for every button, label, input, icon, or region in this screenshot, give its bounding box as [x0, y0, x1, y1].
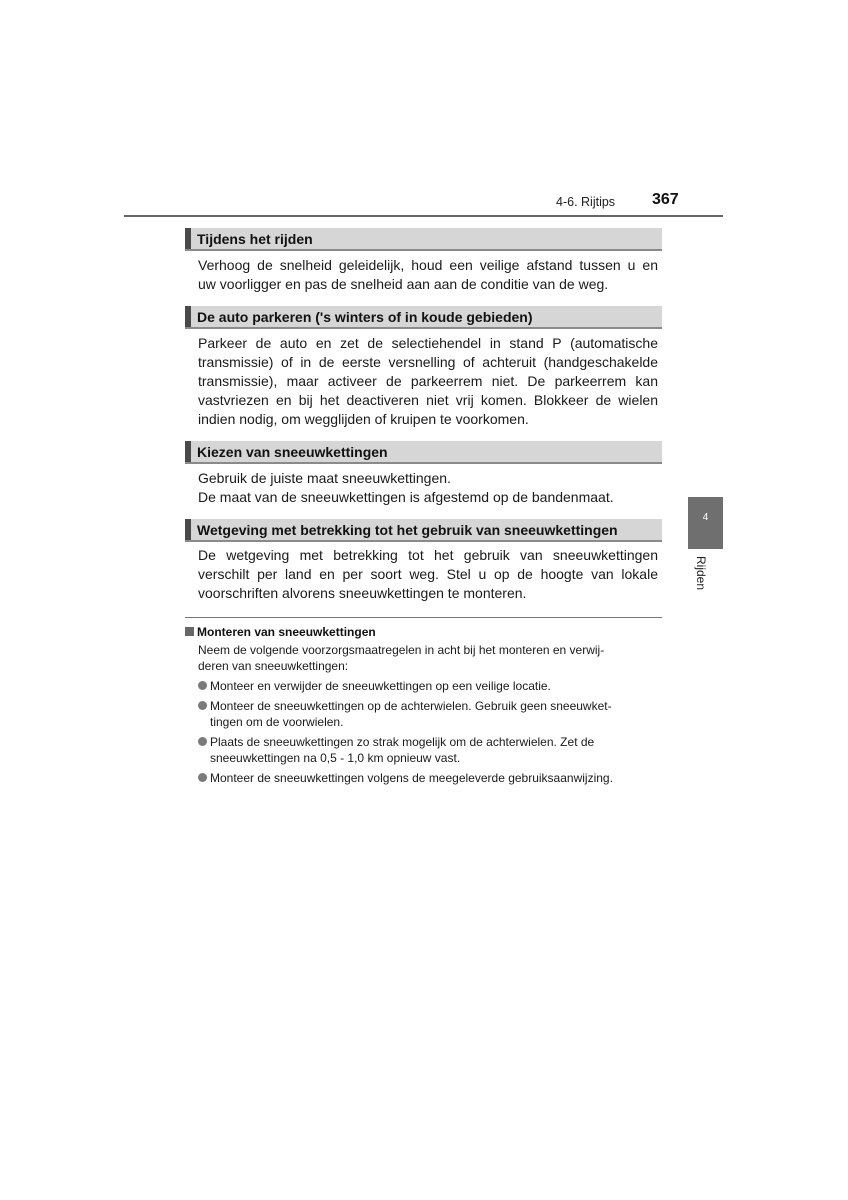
- body-line: De maat van de sneeuwkettingen is afgestemd op de bandenmaat.: [198, 489, 614, 505]
- note-bullet-list: [198, 678, 664, 790]
- circle-bullet-icon: [198, 737, 207, 746]
- list-item: [198, 770, 664, 786]
- section-body-wetgeving: [198, 546, 658, 603]
- heading-marker: [185, 441, 191, 462]
- section-breadcrumb: 4-6. Rijtips: [556, 195, 616, 209]
- body-line: voorschriften alvorens sneeuwkettingen te monteren.: [198, 585, 527, 601]
- circle-bullet-icon: [198, 773, 207, 782]
- heading-marker: [185, 306, 191, 327]
- note-heading: [185, 625, 376, 639]
- section-heading-text: Tijdens het rijden: [197, 231, 313, 247]
- chapter-label: Rijden: [694, 556, 708, 591]
- list-item-line: Plaats de sneeuwkettingen zo strak mogelijk om de achterwielen. Zet de: [210, 735, 595, 749]
- chapter-tab: [688, 497, 723, 549]
- note-divider: [185, 617, 662, 618]
- section-heading-text: De auto parkeren ('s winters of in koude gebieden): [197, 309, 533, 325]
- circle-bullet-icon: [198, 681, 207, 690]
- circle-bullet-icon: [198, 701, 207, 710]
- body-line: uw voorligger en pas de snelheid aan aan de conditie van de weg.: [198, 276, 609, 292]
- section-heading-text: Wetgeving met betrekking tot het gebruik van sneeuwkettingen: [197, 522, 618, 538]
- section-heading-text: Kiezen van sneeuwkettingen: [197, 444, 388, 460]
- list-item: [198, 678, 664, 694]
- body-line: transmissie) of in de eerste versnelling of achteruit (handgeschakelde: [198, 354, 658, 370]
- body-line: Verhoog de snelheid geleidelijk, houd een veilige afstand tussen u en: [198, 257, 658, 273]
- list-item-line: sneeuwkettingen na 0,5 - 1,0 km opnieuw vast.: [210, 751, 461, 765]
- body-line: De wetgeving met betrekking tot het gebruik van sneeuwkettingen: [198, 547, 658, 563]
- section-body-kiezen-van-sneeuwkettingen: [198, 469, 658, 507]
- body-line: Gebruik de juiste maat sneeuwkettingen.: [198, 470, 451, 486]
- page-number: 367: [652, 191, 679, 208]
- list-item: [198, 734, 664, 766]
- section-heading-tijdens-het-rijden: [185, 228, 662, 251]
- list-item-line: Monteer en verwijder de sneeuwkettingen op een veilige locatie.: [210, 679, 551, 693]
- heading-marker: [185, 519, 191, 540]
- list-item-line: Monteer de sneeuwkettingen volgens de meegeleverde gebruiksaanwijzing.: [210, 771, 613, 785]
- section-heading-wetgeving: [185, 519, 662, 542]
- body-line: verschilt per land en per soort weg. Stel u op de hoogte van lokale: [198, 566, 658, 582]
- list-item-line: Monteer de sneeuwkettingen op de achterwielen. Gebruik geen sneeuwket-: [210, 699, 612, 713]
- section-heading-kiezen-van-sneeuwkettingen: [185, 441, 662, 464]
- body-line: Parkeer de auto en zet de selectiehendel in stand P (automatische: [198, 335, 658, 351]
- list-item-line: tingen om de voorwielen.: [210, 715, 344, 729]
- square-bullet-icon: [185, 627, 194, 636]
- note-intro: [198, 642, 660, 674]
- body-line: indien nodig, om wegglijden of kruipen te voorkomen.: [198, 411, 529, 427]
- note-intro-line: Neem de volgende voorzorgsmaatregelen in acht bij het monteren en verwij-: [198, 643, 605, 657]
- section-body-de-auto-parkeren: [198, 334, 658, 429]
- heading-marker: [185, 228, 191, 249]
- chapter-number: 4: [702, 512, 709, 523]
- list-item: [198, 698, 664, 730]
- body-line: transmissie), maar activeer de parkeerrem niet. De parkeerrem kan: [198, 373, 658, 389]
- body-line: vastvriezen en bij het deactiveren niet vrij komen. Blokkeer de wielen: [198, 392, 658, 408]
- section-heading-de-auto-parkeren: [185, 306, 662, 329]
- note-heading-text: Monteren van sneeuwkettingen: [197, 625, 376, 639]
- note-intro-line: deren van sneeuwkettingen:: [198, 659, 349, 673]
- section-body-tijdens-het-rijden: [198, 256, 658, 294]
- header-divider: [124, 215, 723, 217]
